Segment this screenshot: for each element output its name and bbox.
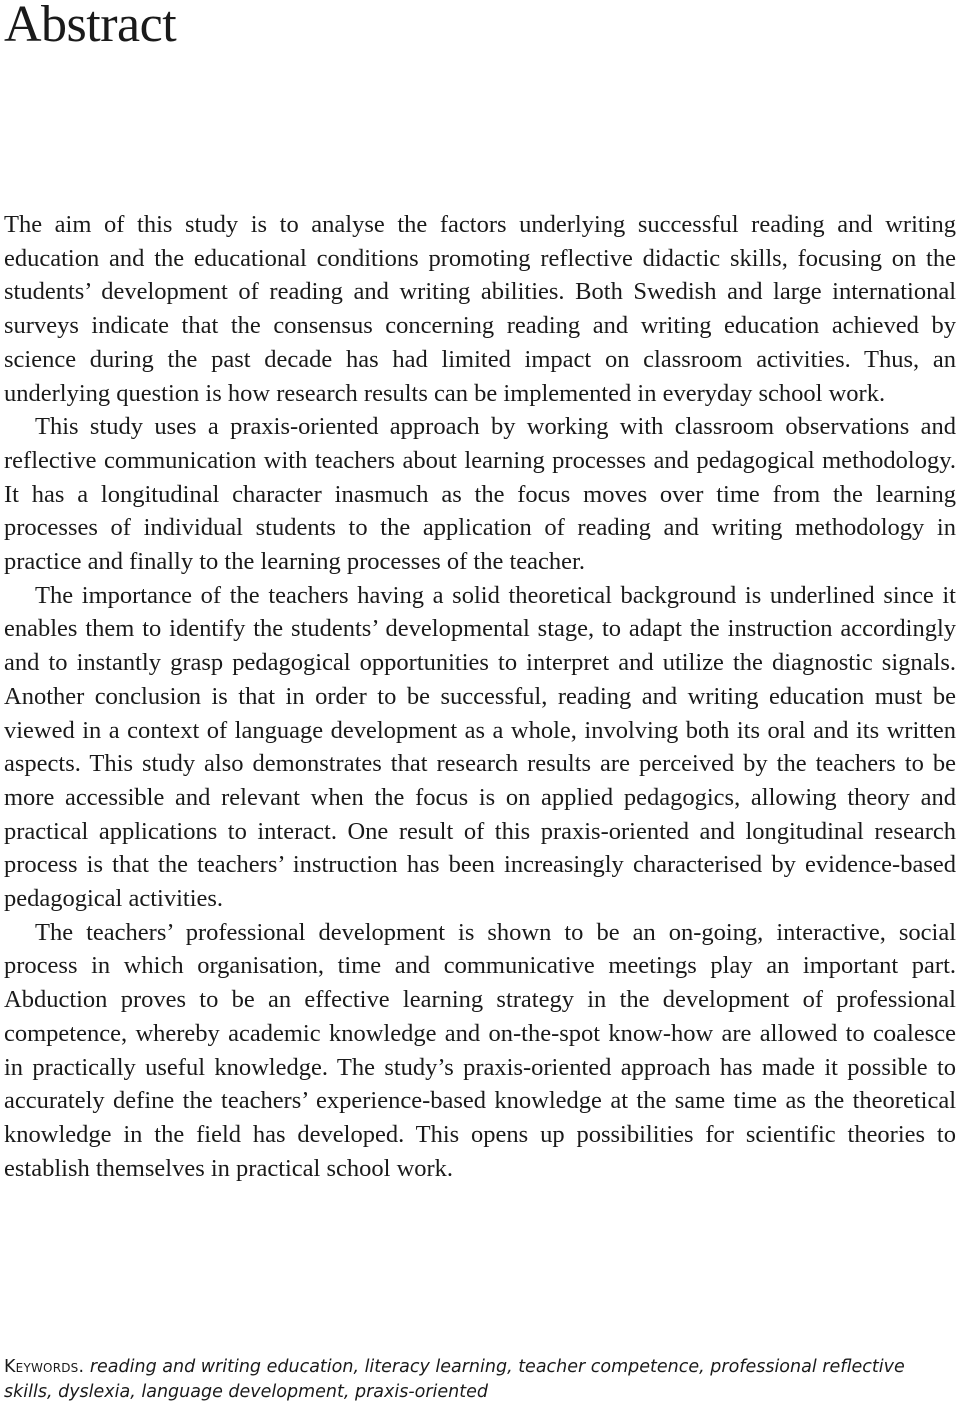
keywords-text: reading and writing education, literacy learning, teacher competence, professional reflective skills, dyslexia, language development, praxis-oriented (4, 1357, 905, 1402)
abstract-paragraph-1: The aim of this study is to analyse the factors underlying successful reading and writing education and the educational conditions promoting reflective didactic skills, focusing on the students’ development of reading and writing abilities. Both Swedish and large international surveys indicate that the consensus concerning reading and writing education achieved by science during the past decade has had limited impact on classroom activities. Thus, an underlying question is how research results can be implemented in everyday school work. (4, 211, 956, 407)
abstract-paragraph-2: This study uses a praxis-oriented approach by working with classroom observations and reflective communication with teachers about learning processes and pedagogical methodology. It has a longitudinal character inasmuch as the focus moves over time from the learning processes of individual students to the application of reading and writing methodology in practice and finally to the learning processes of the teacher. (4, 413, 956, 576)
page-title: Abstract (4, 0, 177, 53)
abstract-body (4, 208, 956, 1185)
keywords-block (4, 1355, 956, 1405)
abstract-paragraph-4: The teachers’ professional development is shown to be an on-going, interactive, social process in which organisation, time and communicative meetings play an important part. Abduction proves to be an effective learning strategy in the development of professional competence, whereby academic knowledge and on-the-spot know-how are allowed to coalesce in practically useful knowledge. The study’s praxis-oriented approach has made it possible to accurately define the teachers’ experience-based knowledge at the same time as the theoretical knowledge in the field has developed. This opens up possibilities for scientific theories to establish themselves in practical school work. (4, 918, 956, 1182)
abstract-paragraph-3: The importance of the teachers having a solid theoretical background is underlined since it enables them to identify the students’ developmental stage, to adapt the instruction accordingly and to instantly grasp pedagogical opportunities to interpret and utilize the diagnostic signals. Another conclusion is that in order to be successful, reading and writing education must be viewed in a context of language development as a whole, involving both its oral and its written aspects. This study also demonstrates that research results are perceived by the teachers to be more accessible and relevant when the focus is on applied pedagogics, allowing theory and practical applications to interact. One result of this praxis-oriented and longitudinal research process is that the teachers’ instruction has been increasingly characterised by evidence-based pedagogical activities. (4, 581, 956, 913)
keywords-label: Keywords. (4, 1357, 85, 1377)
